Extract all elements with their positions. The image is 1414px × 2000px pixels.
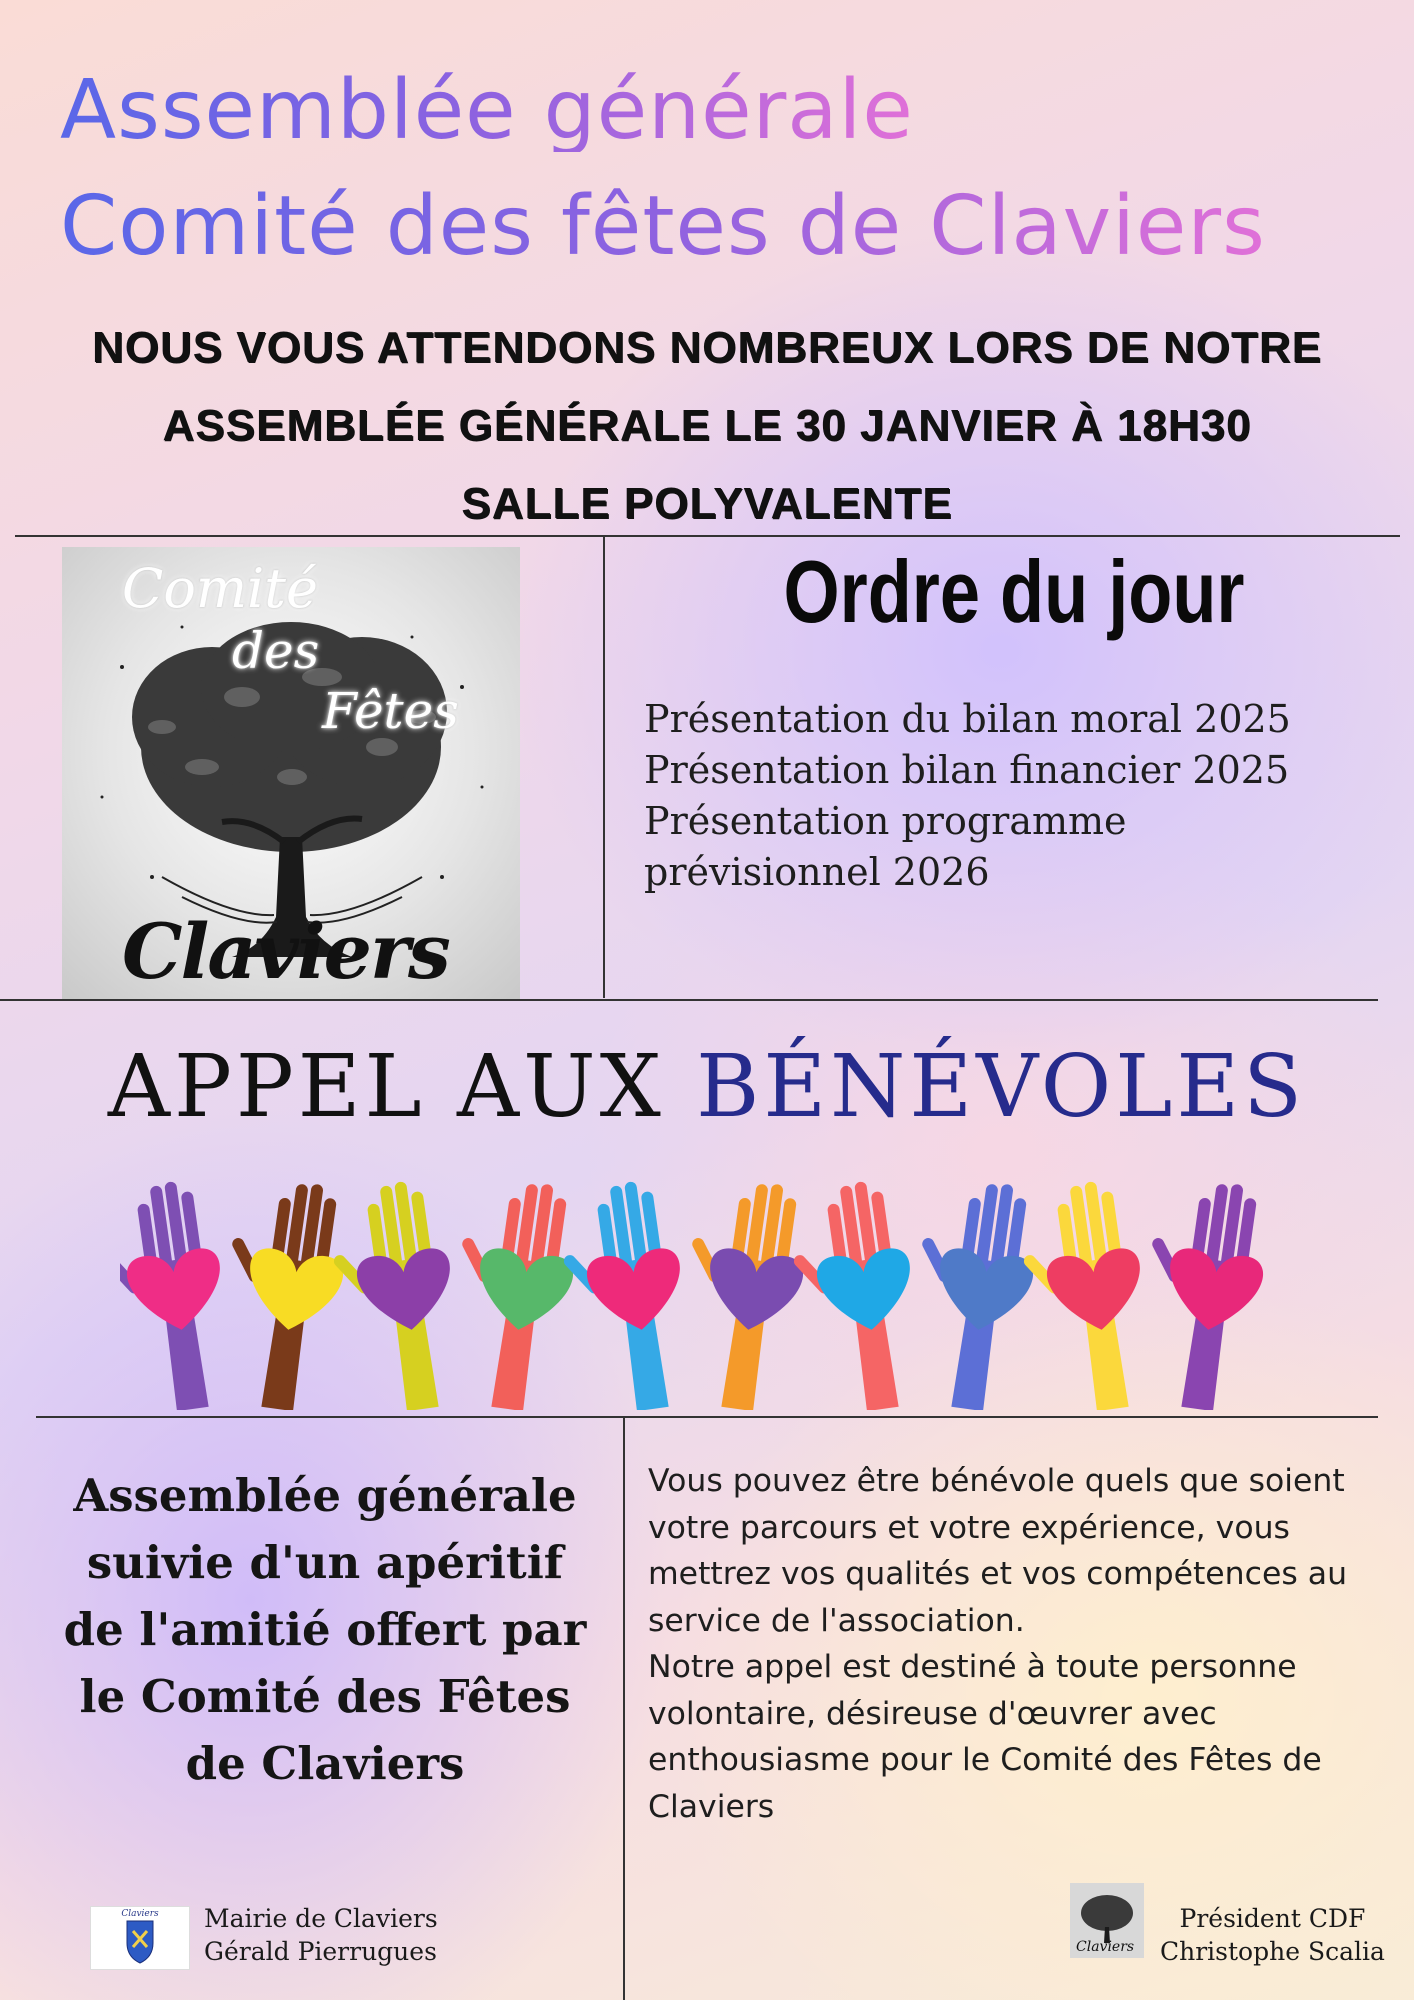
- footer-left-line-2: Gérald Pierrugues: [204, 1937, 437, 1966]
- divider-middle: [0, 999, 1378, 1001]
- agenda-item: Présentation du bilan moral 2025: [644, 697, 1291, 741]
- footer-mairie: [204, 1902, 438, 1968]
- agenda-item: Présentation programme prévisionnel 2026: [644, 799, 1127, 894]
- volunteer-paragraph-2: Notre appel est destiné à toute personne volontaire, désireuse d'œuvrer avec enthousiasme pour le Comité des Fêtes de Claviers: [648, 1649, 1322, 1825]
- mini-logo-brand: Claviers: [1076, 1939, 1135, 1955]
- comite-logo: [62, 547, 520, 999]
- raised-hand-icon: [668, 1180, 815, 1410]
- crest-label: Claviers: [121, 1909, 159, 1919]
- raised-hand-icon: [552, 1180, 699, 1410]
- volunteer-description: [648, 1458, 1378, 1830]
- agenda-list: [644, 694, 1344, 898]
- announcement-line-3: SALLE POLYVALENTE: [461, 479, 953, 528]
- announcement-line-1: NOUS VOUS ATTENDONS NOMBREUX LORS DE NOTRE: [91, 323, 1323, 372]
- logo-brand-claviers: Claviers: [122, 907, 449, 996]
- divider-vertical-lower: [623, 1417, 625, 2000]
- volunteer-title-part2: BÉNÉVOLES: [696, 1037, 1307, 1137]
- volunteer-title-part1: APPEL AUX: [107, 1037, 665, 1137]
- agenda-title: Ordre du jour: [783, 542, 1245, 641]
- divider-lower: [36, 1416, 1378, 1418]
- volunteer-title: [0, 1037, 1414, 1137]
- logo-script-fetes: Fêtes: [322, 682, 459, 740]
- logo-script-comite: Comité: [122, 557, 318, 620]
- raised-hand-icon: [1128, 1180, 1270, 1410]
- footer-right-line-1: Président CDF: [1179, 1904, 1366, 1933]
- volunteer-paragraph-1: Vous pouvez être bénévole quels que soient votre parcours et votre expérience, vous mettrez vos qualités et vos compétences au service de l'association.: [648, 1463, 1348, 1639]
- mairie-crest: [90, 1906, 190, 1970]
- logo-script-des: des: [232, 622, 320, 680]
- title-line-2: Comité des fêtes de Claviers: [60, 179, 1266, 274]
- footer-right-line-2: Christophe Scalia: [1160, 1937, 1385, 1966]
- title-line-1: Assemblée générale: [60, 63, 914, 158]
- raised-hand-icon: [208, 1180, 355, 1410]
- divider-top: [15, 535, 1400, 537]
- announcement-line-2: ASSEMBLÉE GÉNÉRALE LE 30 JANVIER À 18H30: [162, 401, 1252, 450]
- raised-hand-icon: [322, 1180, 469, 1410]
- footer-left-line-1: Mairie de Claviers: [204, 1904, 438, 1933]
- footer-president: [1160, 1902, 1385, 1968]
- raised-hand-icon: [782, 1180, 929, 1410]
- agenda-item: Présentation bilan financier 2025: [644, 748, 1290, 792]
- divider-vertical-upper: [603, 536, 605, 998]
- raised-hand-icon: [898, 1180, 1045, 1410]
- raised-hand-icon: [120, 1180, 239, 1410]
- raised-hand-icon: [438, 1180, 585, 1410]
- raised-hand-icon: [1012, 1180, 1159, 1410]
- mini-comite-logo: [1070, 1883, 1144, 1958]
- aperitif-note: Assemblée générale suivie d'un apéritif de l'amitié offert par le Comité des Fêtes de Claviers: [63, 1469, 587, 1790]
- hands-hearts-illustration: [120, 1180, 1270, 1410]
